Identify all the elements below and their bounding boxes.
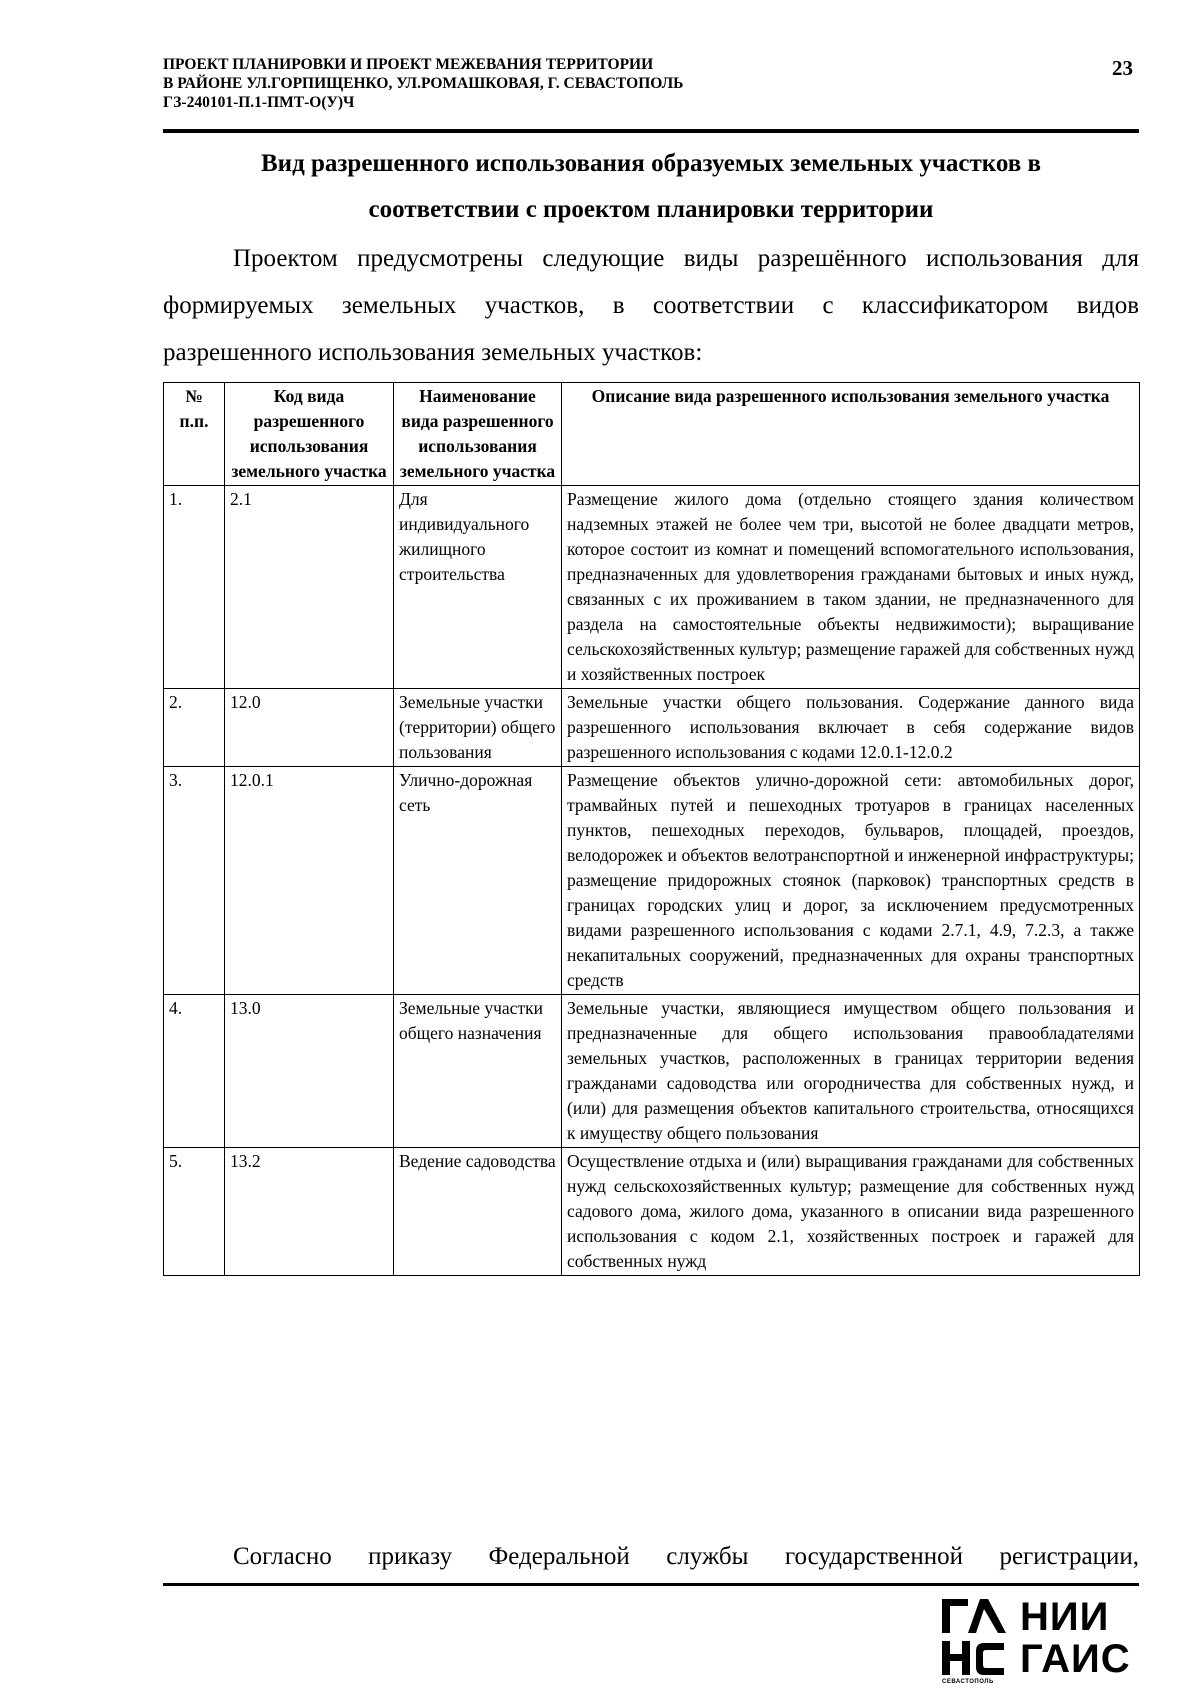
document-header [163,55,1043,112]
row-name: Земельные участки общего назначения [394,995,562,1148]
header-name: Наименование вида разрешенного использования земельного участка [394,383,562,486]
footer-rule [163,1583,1139,1586]
table-row [164,689,1140,767]
row-description: Размещение объектов улично-дорожной сети: автомобильных дорог, трамвайных путей и пешеходных тротуаров в границах населенных пунктов, пешеходных переходов, бульваров, площадей, проездов, велодорожек и объектов велотранспортной и инженерной инфраструктуры; размещение придорожных стоянок (парковок) транспортных средств в границах городских улиц и дорог, за исключением предусмотренных видами разрешенного использования с кодами 2.7.1, 4.9, 7.2.3, а также некапитальных сооружений, предназначенных для охраны транспортных средств [562,767,1140,995]
table-header-row [164,383,1140,486]
intro-paragraph [163,235,1139,376]
row-description: Размещение жилого дома (отдельно стоящего здания количеством надземных этажей не более чем три, высотой не более двадцати метров, которое состоит из комнат и помещений вспомогательного использования, предназначенных для удовлетворения гражданами бытовых и иных нужд, связанных с их проживанием в таком здании, не предназначенного для раздела на самостоятельные объекты недвижимости); выращивание сельскохозяйственных культур; размещение гаражей для собственных нужд и хозяйственных построек [562,486,1140,689]
row-num: 2. [164,689,225,767]
header-line-3: ГЗ-240101-П.1-ПМТ-О(У)Ч [163,94,355,111]
section-title-line-1: Вид разрешенного использования образуемых земельных участков в [260,150,1042,177]
row-code: 13.2 [225,1148,394,1276]
logo-word-1: НИИ [1020,1595,1110,1639]
land-use-table [163,382,1140,1276]
row-code: 12.0.1 [225,767,394,995]
header-description: Описание вида разрешенного использования земельного участка [562,383,1140,486]
intro-line-1: Проектом предусмотрены следующие виды разрешённого использования для [233,245,1139,272]
table-row [164,995,1140,1148]
row-name: Для индивидуального жилищного строительства [394,486,562,689]
row-code: 12.0 [225,689,394,767]
logo-mark-icon [940,1597,1010,1677]
table-row [164,767,1140,995]
header-num: № п.п. [164,383,225,486]
row-num: 3. [164,767,225,995]
logo-word-2: ГАИС [1020,1637,1131,1681]
row-description: Осуществление отдыха и (или) выращивания гражданами для собственных нужд сельскохозяйственных культур; размещение для собственных нужд садового дома, жилого дома, указанного в описании вида разрешенного использования с кодом 2.1, хозяйственных построек и гаражей для собственных нужд [562,1148,1140,1276]
row-code: 2.1 [225,486,394,689]
nii-gais-logo [940,1595,1140,1691]
row-name: Земельные участки (территории) общего пользования [394,689,562,767]
table-row [164,486,1140,689]
row-num: 5. [164,1148,225,1276]
header-rule [163,129,1139,133]
row-num: 1. [164,486,225,689]
page-number: 23 [1112,56,1133,80]
logo-subtitle: СЕВАСТОПОЛЬ [942,1679,994,1685]
header-line-2: В РАЙОНЕ УЛ.ГОРПИЩЕНКО, УЛ.РОМАШКОВАЯ, Г. СЕВАСТОПОЛЬ [163,75,684,92]
intro-line-3: разрешенного использования земельных участков: [163,339,703,366]
table-row [164,1148,1140,1276]
row-name: Ведение садоводства [394,1148,562,1276]
row-code: 13.0 [225,995,394,1148]
row-name: Улично-дорожная сеть [394,767,562,995]
header-line-1: ПРОЕКТ ПЛАНИРОВКИ И ПРОЕКТ МЕЖЕВАНИЯ ТЕРРИТОРИИ [163,56,654,73]
row-num: 4. [164,995,225,1148]
row-description: Земельные участки, являющиеся имуществом общего пользования и предназначенные для общего использования правообладателями земельных участков, расположенных в границах территории ведения гражданами садоводства или огородничества для собственных нужд, и (или) для размещения объектов капитального строительства, относящихся к имуществу общего пользования [562,995,1140,1148]
header-code: Код вида разрешенного использования земельного участка [225,383,394,486]
row-description: Земельные участки общего пользования. Содержание данного вида разрешенного использования включает в себя содержание видов разрешенного использования с кодами 12.0.1-12.0.2 [562,689,1140,767]
closing-paragraph: Согласно приказу Федеральной службы государственной регистрации, [233,1543,1139,1570]
intro-line-2: формируемых земельных участков, в соответствии с классификатором видов [163,292,1139,319]
section-title-line-2: соответствии с проектом планировки территории [368,196,934,223]
